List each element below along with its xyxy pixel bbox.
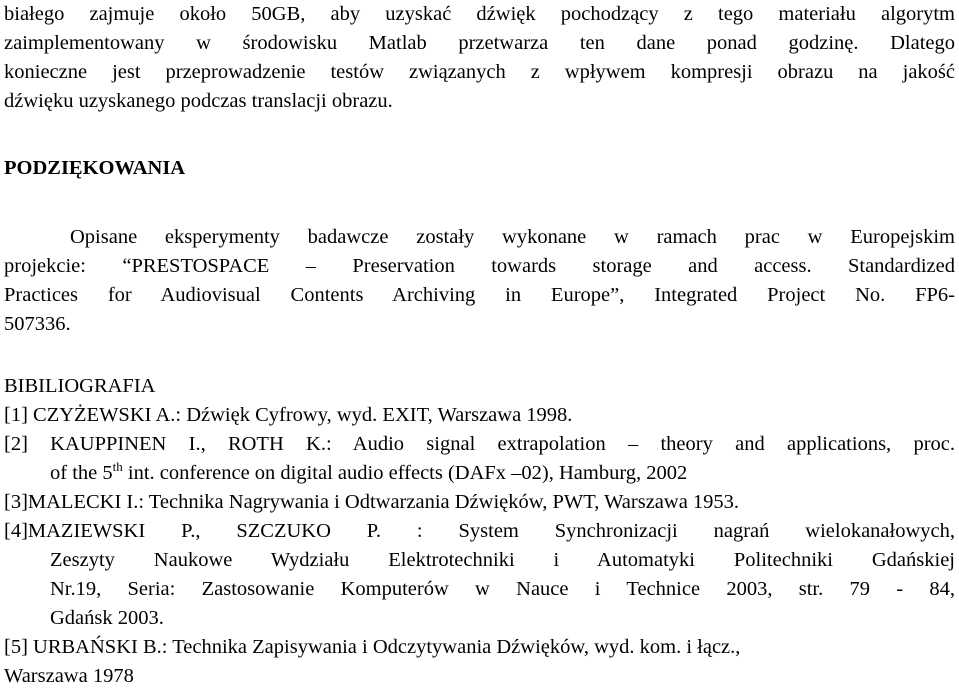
- intro-line: dźwięku uzyskanego podczas translacji obrazu.: [4, 90, 393, 112]
- acknowledgements-line: Practices for Audiovisual Contents Archiving in Europe”, Integrated Project No. FP6-: [4, 284, 955, 306]
- bibliography-entry-line: [2] KAUPPINEN I., ROTH K.: Audio signal extrapolation – theory and applications, proc.: [4, 433, 955, 455]
- acknowledgements-line: Opisane eksperymenty badawcze zostały wykonane w ramach prac w Europejskim: [70, 226, 955, 248]
- bibliography-list: [4, 401, 955, 691]
- acknowledgements-paragraph: [4, 223, 955, 339]
- intro-line: zaimplementowany w środowisku Matlab przetwarza ten dane ponad godzinę. Dlatego: [4, 32, 955, 54]
- intro-line: konieczne jest przeprowadzenie testów związanych z wpływem kompresji obrazu na jakość: [4, 61, 955, 83]
- document-page: [4, 0, 955, 691]
- bibliography-entry-line: [4]MAZIEWSKI P., SZCZUKO P. : System Synchronizacji nagrań wielokanałowych,: [4, 520, 955, 542]
- acknowledgements-line: projekcie: “PRESTOSPACE – Preservation towards storage and access. Standardized: [4, 255, 955, 277]
- intro-line: białego zajmuje około 50GB, aby uzyskać dźwięk pochodzący z tego materiału algorytm: [4, 3, 955, 25]
- bibliography-entry-line: [5] URBAŃSKI B.: Technika Zapisywania i Odczytywania Dźwięków, wyd. kom. i łącz.,: [4, 636, 741, 658]
- intro-paragraph: [4, 0, 955, 116]
- bibliography-entry-3: [3]MALECKI I.: Technika Nagrywania i Odtwarzania Dźwięków, PWT, Warszawa 1953.: [4, 491, 740, 513]
- bibliography-entry-line: Zeszyty Naukowe Wydziału Elektrotechniki i Automatyki Politechniki Gdańskiej: [50, 549, 955, 571]
- bibliography-heading: BIBILIOGRAFIA: [4, 375, 156, 397]
- bibliography-entry-4: [4, 517, 955, 633]
- bibliography-entry-line: Warszawa 1978: [4, 665, 134, 687]
- ref-text: of the 5: [50, 462, 113, 484]
- bibliography-entry-line: [4, 459, 955, 488]
- ordinal-superscript: th: [112, 459, 123, 474]
- bibliography-entry-line: Gdańsk 2003.: [50, 607, 164, 629]
- acknowledgements-line: 507336.: [4, 313, 71, 335]
- bibliography-entry-1: [1] CZYŻEWSKI A.: Dźwięk Cyfrowy, wyd. EXIT, Warszawa 1998.: [4, 404, 573, 426]
- bibliography-entry-5: [4, 633, 955, 691]
- ref-text: int. conference on digital audio effects (DAFx –02), Hamburg, 2002: [122, 462, 688, 484]
- acknowledgements-heading: PODZIĘKOWANIA: [4, 157, 186, 179]
- bibliography-entry-line: Nr.19, Seria: Zastosowanie Komputerów w Nauce i Technice 2003, str. 79 - 84,: [50, 578, 955, 600]
- bibliography-entry-2: [4, 430, 955, 488]
